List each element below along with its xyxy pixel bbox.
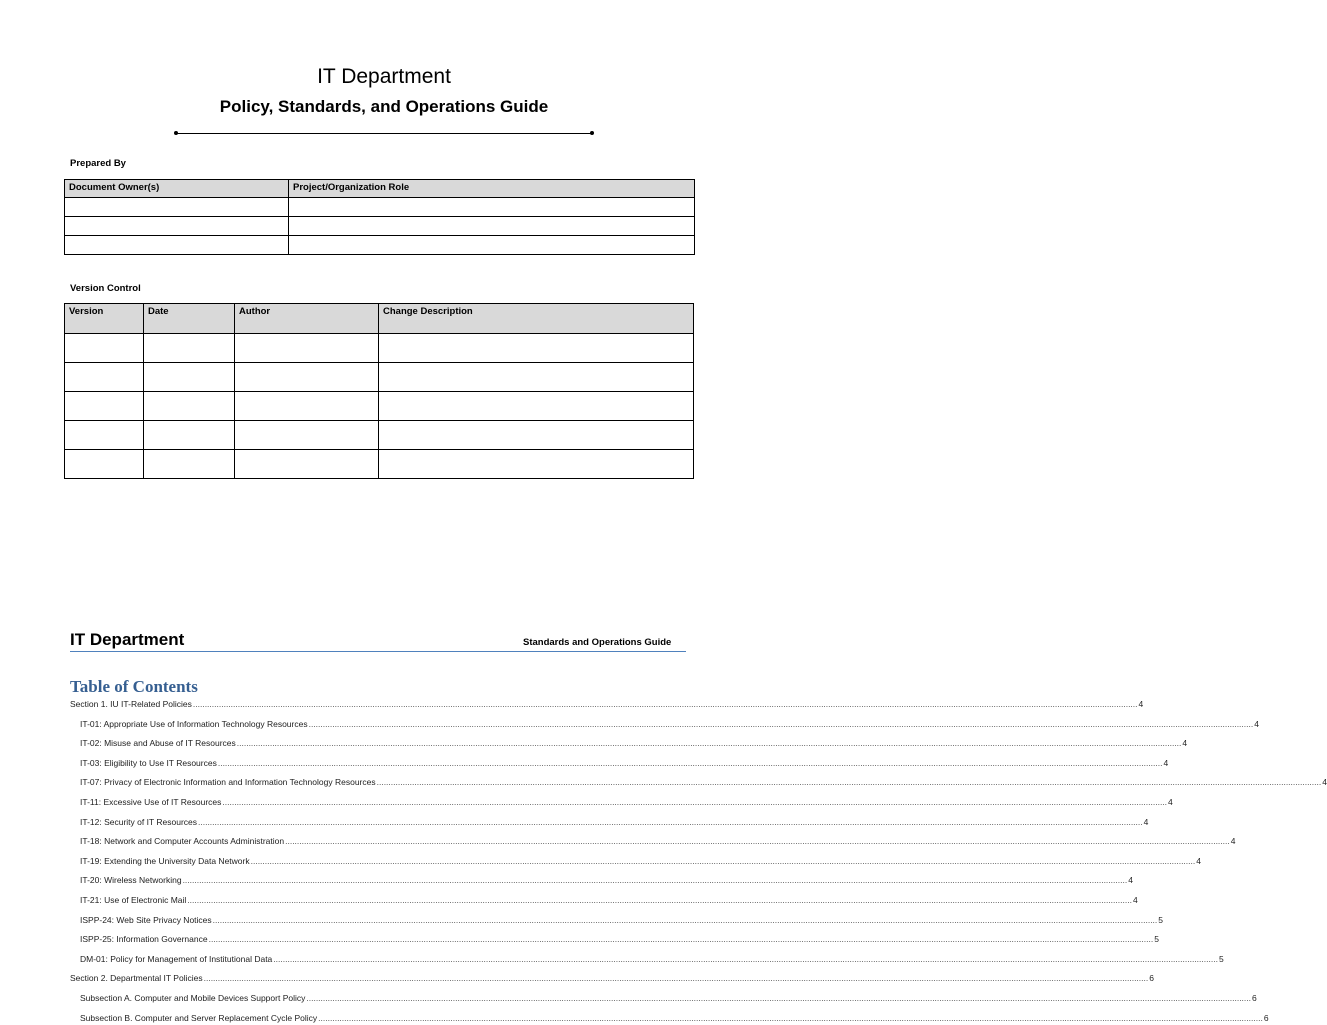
table-cell[interactable] [65, 421, 144, 450]
column-header-author: Author [235, 304, 379, 334]
table-cell[interactable] [144, 421, 235, 450]
page-header-rule [70, 651, 686, 652]
toc-entry-title: Subsection A. Computer and Mobile Devices Support Policy [80, 993, 306, 1003]
toc-entry-title: IT-11: Excessive Use of IT Resources [80, 797, 222, 807]
toc-dot-leader: ................................................................................................................................................................................................................................................................................................................................................................................................................ [376, 777, 1322, 788]
table-cell[interactable] [235, 450, 379, 479]
table-row [65, 236, 695, 255]
toc-dot-leader: ................................................................................................................................................................................................................................................................................................................................................................................................................ [212, 914, 1158, 925]
toc-entry-title: IT-18: Network and Computer Accounts Administration [80, 836, 285, 847]
toc-entry-title: IT-07: Privacy of Electronic Information and Information Technology Resources [80, 777, 376, 788]
column-header-change-description: Change Description [379, 304, 694, 334]
column-header-role: Project/Organization Role [289, 180, 695, 198]
toc-page-number: 4 [1143, 816, 1149, 827]
toc-entry-title: DM-01: Policy for Management of Institutional Data [80, 953, 273, 964]
table-cell[interactable] [289, 198, 695, 217]
toc-entry[interactable] [0, 854, 1201, 868]
table-header-row [65, 304, 694, 334]
toc-entry[interactable] [0, 991, 1257, 1005]
column-header-version: Version [65, 304, 144, 334]
toc-dot-leader: ................................................................................................................................................................................................................................................................................................................................................................................................................ [318, 1012, 1263, 1023]
table-row [65, 198, 695, 217]
toc-entry[interactable] [0, 736, 1188, 750]
prepared-by-label: Prepared By [70, 158, 126, 169]
toc-dot-leader: ................................................................................................................................................................................................................................................................................................................................................................................................................ [187, 895, 1132, 905]
table-row [65, 421, 694, 450]
column-header-document-owner: Document Owner(s) [65, 180, 289, 198]
title-rule-right-dot [590, 131, 594, 135]
table-header-row [65, 180, 695, 198]
toc-entry-title: Section 2. Departmental IT Policies [70, 973, 203, 984]
toc-entry[interactable] [0, 756, 1169, 770]
toc-dot-leader: ................................................................................................................................................................................................................................................................................................................................................................................................................ [285, 836, 1230, 847]
document-subtitle: Policy, Standards, and Operations Guide [219, 97, 549, 116]
toc-page-number: 5 [1218, 953, 1224, 964]
toc-page-number: 6 [1263, 1012, 1269, 1023]
table-row [65, 334, 694, 363]
table-cell[interactable] [65, 217, 289, 236]
toc-page-number: 6 [1149, 973, 1154, 984]
toc-entry-title: Subsection B. Computer and Server Replacement Cycle Policy [80, 1012, 318, 1023]
toc-entry-title: ISPP-25: Information Governance [80, 934, 208, 945]
table-cell[interactable] [65, 236, 289, 255]
toc-page-number: 4 [1182, 738, 1188, 749]
table-cell[interactable] [289, 217, 695, 236]
table-cell[interactable] [379, 421, 694, 450]
table-cell[interactable] [235, 392, 379, 421]
toc-entry-title: IT-02: Misuse and Abuse of IT Resources [80, 738, 236, 749]
toc-dot-leader: ................................................................................................................................................................................................................................................................................................................................................................................................................ [182, 875, 1128, 886]
toc-page-number: 4 [1132, 895, 1138, 905]
table-cell[interactable] [65, 450, 144, 479]
toc-dot-leader: ................................................................................................................................................................................................................................................................................................................................................................................................................ [192, 699, 1138, 709]
toc-entry[interactable] [0, 952, 1224, 966]
toc-page-number: 6 [1252, 993, 1257, 1003]
page-header-title: IT Department [70, 630, 185, 649]
table-row [65, 392, 694, 421]
version-control-table [64, 303, 694, 479]
toc-entry-title: Section 1. IU IT-Related Policies [70, 699, 192, 709]
toc-entry-title: IT-20: Wireless Networking [80, 875, 182, 886]
toc-dot-leader: ................................................................................................................................................................................................................................................................................................................................................................................................................ [208, 934, 1154, 945]
table-cell[interactable] [144, 363, 235, 392]
prepared-by-table [64, 179, 695, 255]
table-cell[interactable] [379, 450, 694, 479]
toc-page-number: 4 [1163, 757, 1169, 768]
toc-dot-leader: ................................................................................................................................................................................................................................................................................................................................................................................................................ [308, 718, 1254, 729]
toc-dot-leader: ................................................................................................................................................................................................................................................................................................................................................................................................................ [306, 993, 1252, 1003]
toc-page-number: 4 [1230, 836, 1236, 847]
table-cell[interactable] [379, 334, 694, 363]
toc-page-number: 5 [1154, 934, 1159, 945]
table-cell[interactable] [65, 392, 144, 421]
column-header-date: Date [144, 304, 235, 334]
toc-page-number: 4 [1128, 875, 1133, 886]
table-cell[interactable] [235, 334, 379, 363]
table-cell[interactable] [144, 450, 235, 479]
toc-entry-title: IT-12: Security of IT Resources [80, 816, 197, 827]
toc-dot-leader: ................................................................................................................................................................................................................................................................................................................................................................................................................ [217, 757, 1163, 768]
toc-entry[interactable] [0, 717, 1259, 731]
page-header-subtitle: Standards and Operations Guide [523, 637, 672, 648]
toc-dot-leader: ................................................................................................................................................................................................................................................................................................................................................................................................................ [236, 738, 1182, 749]
toc-dot-leader: ................................................................................................................................................................................................................................................................................................................................................................................................................ [250, 855, 1196, 866]
toc-heading: Table of Contents [70, 677, 198, 696]
toc-entry[interactable] [0, 913, 1164, 927]
toc-page-number: 5 [1158, 914, 1164, 925]
table-cell[interactable] [289, 236, 695, 255]
toc-dot-leader: ................................................................................................................................................................................................................................................................................................................................................................................................................ [222, 797, 1168, 807]
toc-page-number: 4 [1254, 718, 1259, 729]
toc-entry[interactable] [0, 697, 1144, 711]
toc-dot-leader: ................................................................................................................................................................................................................................................................................................................................................................................................................ [273, 953, 1218, 964]
toc-entry[interactable] [0, 873, 1133, 887]
table-cell[interactable] [65, 334, 144, 363]
toc-page-number: 4 [1138, 699, 1144, 709]
table-cell[interactable] [379, 363, 694, 392]
toc-page-number: 4 [1322, 777, 1327, 788]
table-cell[interactable] [144, 392, 235, 421]
toc-entry[interactable] [0, 971, 1154, 985]
toc-entry[interactable] [0, 1011, 1269, 1025]
version-control-label: Version Control [70, 283, 141, 294]
toc-entry[interactable] [0, 815, 1149, 829]
table-row [65, 217, 695, 236]
toc-entry-title: IT-19: Extending the University Data Network [80, 855, 250, 866]
toc-entry-title: ISPP-24: Web Site Privacy Notices [80, 914, 212, 925]
table-cell[interactable] [65, 363, 144, 392]
title-rule [176, 133, 592, 134]
table-row [65, 363, 694, 392]
toc-entry[interactable] [0, 834, 1236, 848]
toc-entry-title: IT-21: Use of Electronic Mail [80, 895, 187, 905]
toc-dot-leader: ................................................................................................................................................................................................................................................................................................................................................................................................................ [198, 816, 1143, 827]
table-cell[interactable] [235, 421, 379, 450]
toc-dot-leader: ................................................................................................................................................................................................................................................................................................................................................................................................................ [203, 973, 1149, 984]
toc-page-number: 4 [1168, 797, 1173, 807]
document-title: IT Department [317, 65, 451, 88]
toc-entry[interactable] [0, 795, 1173, 809]
table-cell[interactable] [144, 334, 235, 363]
title-rule-left-dot [174, 131, 178, 135]
table-cell[interactable] [65, 198, 289, 217]
toc-entry-title: IT-01: Appropriate Use of Information Technology Resources [80, 718, 308, 729]
table-cell[interactable] [235, 363, 379, 392]
toc-entry[interactable] [0, 932, 1159, 946]
table-cell[interactable] [379, 392, 694, 421]
toc-page-number: 4 [1196, 855, 1201, 866]
toc-entry[interactable] [0, 775, 1327, 789]
toc-entry[interactable] [0, 893, 1138, 907]
toc-entry-title: IT-03: Eligibility to Use IT Resources [80, 757, 217, 768]
table-row [65, 450, 694, 479]
